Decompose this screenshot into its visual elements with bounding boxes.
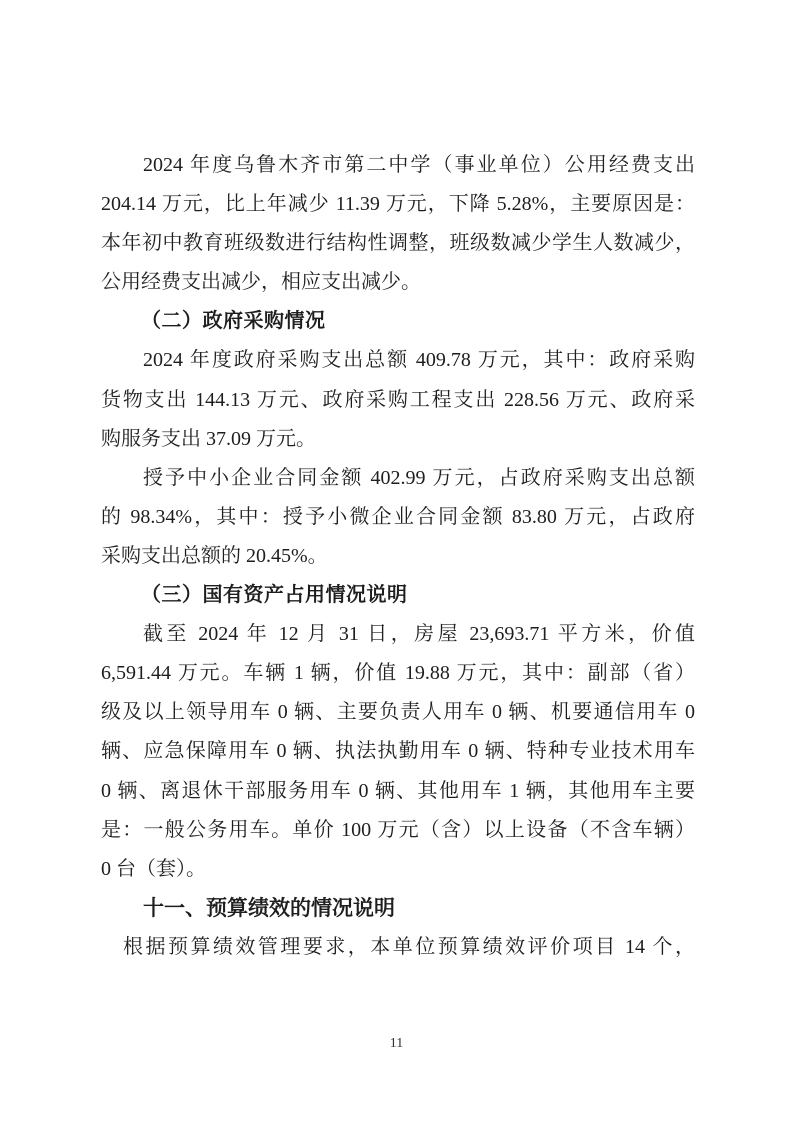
section-heading: 十一、预算绩效的情况说明 <box>143 896 395 920</box>
paragraph-line: 6,591.44 万元。车辆 1 辆，价值 19.88 万元，其中：副部（省） <box>101 662 695 685</box>
page-number: 11 <box>389 1036 404 1051</box>
document-body <box>101 146 695 967</box>
paragraph-line: 0 台（套）。 <box>101 857 206 880</box>
section-heading: （三）国有资产占用情况说明 <box>141 584 408 607</box>
paragraph-line: 是：一般公务用车。单价 100 万元（含）以上设备（不含车辆） <box>101 818 695 841</box>
paragraph-line: 2024 年度乌鲁木齐市第二中学（事业单位）公用经费支出 <box>143 154 695 176</box>
paragraph-line: 辆、应急保障用车 0 辆、执法执勤用车 0 辆、特种专业技术用车 <box>101 740 695 763</box>
paragraph-line: 0 辆、离退休干部服务用车 0 辆、其他用车 1 辆，其他用车主要 <box>101 779 695 802</box>
paragraph-line: 公用经费支出减少，相应支出减少。 <box>101 271 421 294</box>
paragraph-line: 授予中小企业合同金额 402.99 万元，占政府采购支出总额 <box>143 466 695 489</box>
paragraph-line: 2024 年度政府采购支出总额 409.78 万元，其中：政府采购 <box>143 349 695 372</box>
section-heading: （二）政府采购情况 <box>141 310 326 333</box>
paragraph-line: 级及以上领导用车 0 辆、主要负责人用车 0 辆、机要通信用车 0 <box>101 701 695 724</box>
paragraph-line: 采购支出总额的 20.45%。 <box>101 544 328 567</box>
paragraph-line: 204.14 万元，比上年减少 11.39 万元，下降 5.28%，主要原因是： <box>101 193 695 216</box>
paragraph-line: 货物支出 144.13 万元、政府采购工程支出 228.56 万元、政府采 <box>101 388 695 411</box>
paragraph-line: 的 98.34%，其中：授予小微企业合同金额 83.80 万元，占政府 <box>101 505 695 528</box>
paragraph-line: 根据预算绩效管理要求，本单位预算绩效评价项目 14 个， <box>123 935 695 958</box>
paragraph-line: 购服务支出 37.09 万元。 <box>101 427 316 450</box>
paragraph-line: 截至 2024 年 12 月 31 日，房屋 23,693.71 平方米，价值 <box>143 623 695 646</box>
paragraph-line: 本年初中教育班级数进行结构性调整，班级数减少学生人数减少， <box>101 232 695 255</box>
